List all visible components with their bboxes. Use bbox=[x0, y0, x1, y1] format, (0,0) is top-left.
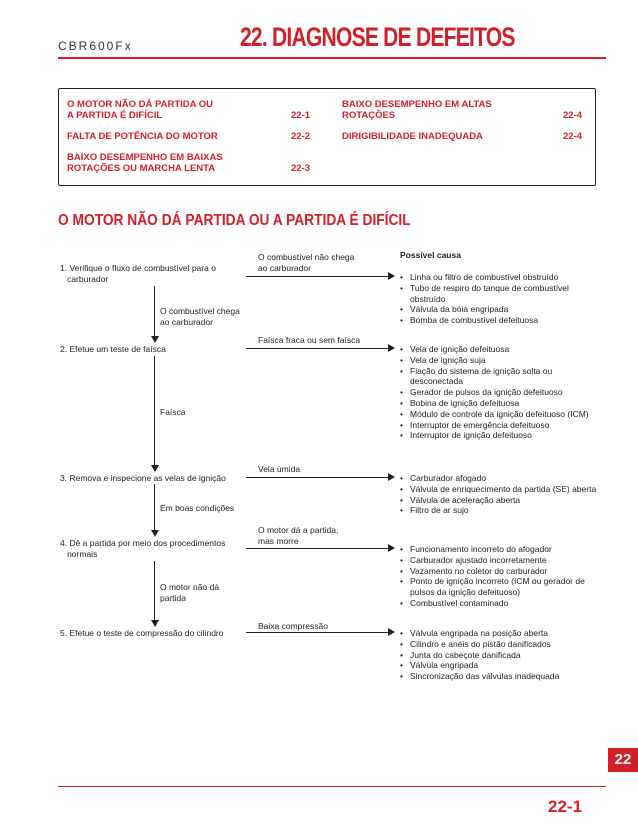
chapter-title: 22. DIAGNOSE DE DEFEITOS bbox=[240, 22, 515, 52]
cause-heading: Possível causa bbox=[400, 250, 461, 260]
step-4: 4. Dê a partida por meio dos procedimentos normais bbox=[60, 538, 226, 559]
arrow-right-icon bbox=[388, 272, 395, 280]
list-item: • Ponto de ignição incorreto (ICM ou gerador de pulsos da ignição defeituoso) bbox=[400, 576, 600, 598]
arrow-right-icon bbox=[388, 628, 395, 636]
step-1: 1. Verifique o fluxo de combustível para o carburador bbox=[60, 263, 216, 284]
pass-label: O combustível chega ao carburador bbox=[160, 306, 240, 327]
arrow-down-icon bbox=[151, 530, 159, 537]
flow-line bbox=[154, 484, 155, 531]
cause-list-2 bbox=[400, 344, 600, 441]
list-item: • Gerador de pulsos da ignição defeituoso bbox=[400, 387, 600, 398]
list-item: • Junta do cabeçote danificada bbox=[400, 650, 600, 661]
list-item: • Bobina de ignição defeituosa bbox=[400, 398, 600, 409]
table-of-contents bbox=[58, 88, 596, 186]
cause-list-5 bbox=[400, 628, 600, 682]
flow-line bbox=[246, 276, 388, 277]
cause-list-4 bbox=[400, 544, 600, 609]
flow-line bbox=[154, 356, 155, 466]
flow-line bbox=[246, 548, 388, 549]
page-number: 22-1 bbox=[548, 797, 583, 816]
chapter-badge: 22 bbox=[608, 748, 638, 772]
flow-line bbox=[246, 348, 388, 349]
toc-item[interactable]: BAIXO DESEMPENHO EM ALTAS ROTAÇÕES bbox=[342, 99, 492, 121]
step-5: 5. Efetue o teste de compressão do cilindro bbox=[60, 628, 224, 638]
toc-page: 22-4 bbox=[563, 110, 583, 121]
list-item: • Válvula de aceleração aberta bbox=[400, 495, 600, 506]
footer-rule bbox=[58, 786, 606, 787]
flow-line bbox=[154, 561, 155, 621]
list-item: • Sincronização das válvulas inadequada bbox=[400, 671, 600, 682]
toc-page: 22-2 bbox=[291, 131, 311, 142]
list-item: • Módulo de controle da ignição defeituoso (ICM) bbox=[400, 409, 600, 420]
list-item: • Vela de ignição defeituosa bbox=[400, 344, 600, 355]
list-item: • Cilindro e anéis do pistão danificados bbox=[400, 639, 600, 650]
flow-line bbox=[246, 632, 388, 633]
fail-label: O combustível não chega ao carburador bbox=[258, 252, 355, 273]
toc-page: 22-3 bbox=[291, 163, 311, 174]
arrow-right-icon bbox=[388, 544, 395, 552]
toc-page: 22-1 bbox=[291, 110, 311, 121]
fail-label: O motor dá a partida, mas morre bbox=[258, 525, 339, 546]
list-item: • Carburador afogado bbox=[400, 473, 600, 484]
toc-page: 22-4 bbox=[563, 131, 583, 142]
arrow-right-icon bbox=[388, 344, 395, 352]
pass-label: Em boas condições bbox=[160, 503, 235, 513]
toc-item[interactable]: DIRIGIBILIDADE INADEQUADA bbox=[342, 131, 483, 142]
list-item: • Fiação do sistema de ignição solta ou desconectada bbox=[400, 366, 600, 388]
list-item: • Carburador ajustado incorretamente bbox=[400, 555, 600, 566]
header-rule bbox=[58, 57, 606, 59]
list-item: • Válvula engripada na posição aberta bbox=[400, 628, 600, 639]
arrow-down-icon bbox=[151, 465, 159, 472]
list-item: • Filtro de ar sujo bbox=[400, 505, 600, 516]
arrow-down-icon bbox=[151, 620, 159, 627]
flow-line bbox=[154, 286, 155, 337]
list-item: • Válvula da bóia engripada bbox=[400, 304, 600, 315]
toc-item[interactable]: BAIXO DESEMPENHO EM BAIXAS ROTAÇÕES OU MARCHA LENTA bbox=[67, 152, 223, 174]
step-2: 2. Efetue um teste de faísca bbox=[60, 344, 166, 354]
toc-item[interactable]: FALTA DE POTÊNCIA DO MOTOR bbox=[67, 131, 218, 142]
section-title: O MOTOR NÃO DÁ PARTIDA OU A PARTIDA É DIFÍCIL bbox=[58, 212, 411, 229]
list-item: • Vela de ignição suja bbox=[400, 355, 600, 366]
list-item: • Tubo de respiro do tanque de combustível obstruído bbox=[400, 283, 600, 305]
fail-label: Vela úmida bbox=[258, 464, 301, 474]
model-name: CBR600Fx bbox=[58, 39, 133, 53]
list-item: • Bomba de combustível defeituosa bbox=[400, 315, 600, 326]
list-item: • Combustível contaminado bbox=[400, 598, 600, 609]
list-item: • Funcionamento incorreto do afogador bbox=[400, 544, 600, 555]
pass-label: O motor não dá partida bbox=[160, 582, 220, 603]
list-item: • Interruptor de ignição defeituoso bbox=[400, 430, 600, 441]
list-item: • Vazamento no coletor do carburador bbox=[400, 566, 600, 577]
step-3: 3. Remova e inspecione as velas de ignição bbox=[60, 473, 226, 483]
list-item: • Válvula de enriquecimento da partida (SE) aberta bbox=[400, 484, 600, 495]
list-item: • Interruptor de emergência defeituoso bbox=[400, 420, 600, 431]
arrow-right-icon bbox=[388, 473, 395, 481]
fail-label: Faísca fraca ou sem faísca bbox=[258, 335, 361, 345]
cause-list-3 bbox=[400, 473, 600, 516]
flow-line bbox=[246, 477, 388, 478]
toc-item[interactable]: O MOTOR NÃO DÁ PARTIDA OU A PARTIDA É DIFÍCIL bbox=[67, 99, 214, 121]
list-item: • Válvula engripada bbox=[400, 660, 600, 671]
pass-label: Faísca bbox=[160, 407, 186, 417]
fail-label: Baixa compressão bbox=[258, 621, 328, 631]
arrow-down-icon bbox=[151, 336, 159, 343]
list-item: • Linha ou filtro de combustível obstruído bbox=[400, 272, 600, 283]
cause-list-1 bbox=[400, 272, 600, 326]
